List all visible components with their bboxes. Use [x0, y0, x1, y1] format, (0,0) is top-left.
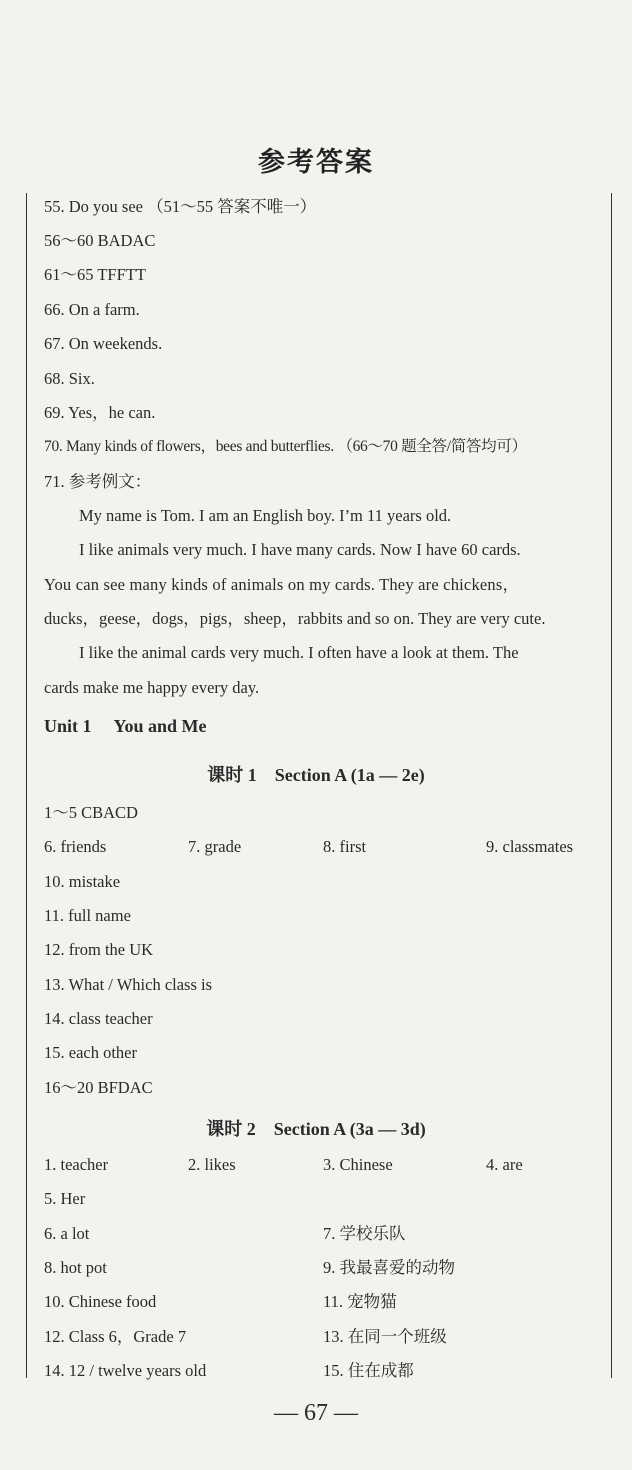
l1-answer-7: 7. grade	[188, 837, 242, 856]
lesson-2-section: Section A (3a — 3d)	[273, 1119, 426, 1139]
l2-answer-9: 9. 我最喜爱的动物	[323, 1258, 455, 1277]
unit-heading	[44, 716, 207, 737]
l2-answer-1: 1. teacher	[44, 1155, 109, 1174]
lesson-1-label: 课时 1	[207, 765, 257, 785]
l1-answer-13: 13. What / Which class is	[44, 975, 213, 994]
essay-line-5: I like the animal cards very much. I often have a look at them. The	[79, 643, 519, 662]
essay-line-4: ducks，geese，dogs，pigs，sheep，rabbits and so on. They are very cute.	[44, 609, 546, 628]
l1-answer-8: 8. first	[323, 837, 367, 856]
answer-69: 69. Yes，he can.	[44, 403, 156, 422]
answer-68: 68. Six.	[44, 369, 95, 388]
lesson-2-label: 课时 2	[206, 1119, 256, 1139]
lesson-1-heading	[0, 761, 632, 787]
l1-answer-11: 11. full name	[44, 906, 131, 925]
l2-answer-12: 12. Class 6，Grade 7	[44, 1327, 187, 1346]
answer-67: 67. On weekends.	[44, 334, 163, 353]
l1-answer-6: 6. friends	[44, 837, 107, 856]
l1-answer-16-20: 16～20 BFDAC	[44, 1078, 153, 1097]
page-title: 参考答案	[258, 147, 374, 178]
l2-answer-6: 6. a lot	[44, 1224, 90, 1243]
l2-answer-15: 15. 住在成都	[323, 1361, 414, 1380]
unit-name: You and Me	[113, 716, 207, 736]
l2-answer-13: 13. 在同一个班级	[323, 1327, 447, 1346]
essay-line-2: I like animals very much. I have many cards. Now I have 60 cards.	[79, 540, 521, 559]
l2-answer-4: 4. are	[486, 1155, 523, 1174]
answer-56-60: 56～60 BADAC	[44, 231, 156, 250]
l2-answer-10: 10. Chinese food	[44, 1292, 157, 1311]
answer-55: 55. Do you see （51～55 答案不唯一）	[44, 197, 317, 216]
l2-answer-14: 14. 12 / twelve years old	[44, 1361, 207, 1380]
lesson-2-heading	[0, 1115, 632, 1141]
lesson-1-section: Section A (1a — 2e)	[274, 765, 425, 785]
answer-71: 71. 参考例文：	[44, 472, 152, 491]
l2-answer-5: 5. Her	[44, 1189, 86, 1208]
essay-line-3: You can see many kinds of animals on my cards. They are chickens，	[44, 575, 520, 594]
l2-answer-7: 7. 学校乐队	[323, 1224, 406, 1243]
l1-answer-10: 10. mistake	[44, 872, 121, 891]
unit-number: Unit 1	[44, 716, 92, 736]
l1-answer-1-5: 1～5 CBACD	[44, 803, 138, 822]
page-number: — 67 —	[274, 1400, 358, 1426]
l2-answer-8: 8. hot pot	[44, 1258, 107, 1277]
answer-70: 70. Many kinds of flowers，bees and butterflies. （66～70 题全答/简答均可）	[44, 438, 527, 455]
l1-answer-12: 12. from the UK	[44, 940, 154, 959]
essay-line-6: cards make me happy every day.	[44, 678, 260, 697]
l1-answer-15: 15. each other	[44, 1043, 137, 1062]
l1-answer-14: 14. class teacher	[44, 1009, 153, 1028]
l2-answer-11: 11. 宠物猫	[323, 1292, 397, 1311]
l2-answer-2: 2. likes	[188, 1155, 236, 1174]
answer-66: 66. On a farm.	[44, 300, 140, 319]
essay-line-1: My name is Tom. I am an English boy. I’m 11 years old.	[79, 506, 452, 525]
l1-answer-9: 9. classmates	[486, 837, 574, 856]
l2-answer-3: 3. Chinese	[323, 1155, 393, 1174]
answer-61-65: 61～65 TFFTT	[44, 265, 146, 284]
